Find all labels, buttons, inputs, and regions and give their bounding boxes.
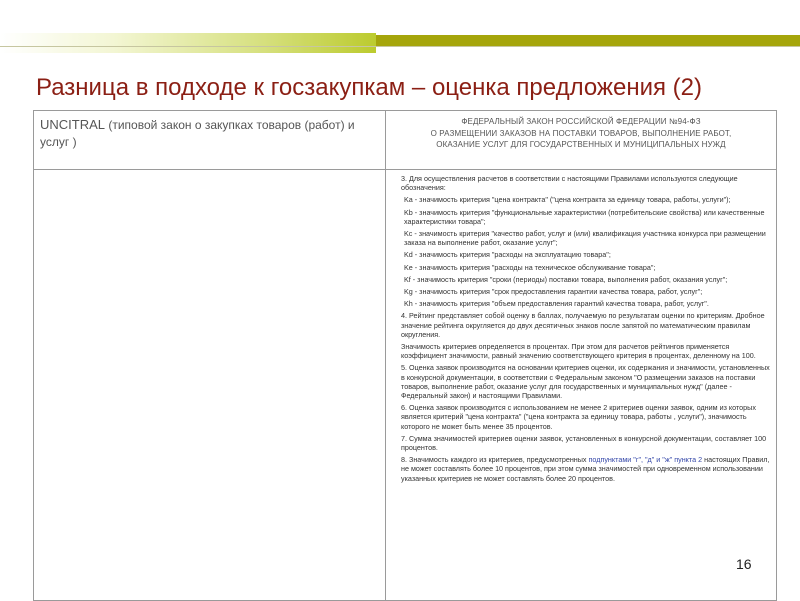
gradient-band: [0, 33, 376, 53]
table-body-row: [34, 170, 777, 601]
paragraph-5: 5. Оценка заявок производится на основании критериев оценки, их содержания и значимости, установленных в конкурсной документации, в соответствии с Федеральным законом "О размещении заказов на поставки товаров, выполнение работ, оказание услуг для государственных и муниципальных нужд" (далее - Федеральный закон) и настоящими Правилами.: [401, 363, 770, 401]
header-law-line-2: О РАЗМЕЩЕНИИ ЗАКАЗОВ НА ПОСТАВКИ ТОВАРОВ, ВЫПОЛНЕНИЕ РАБОТ,: [430, 128, 732, 138]
criterion-kb: Kb - значимость критерия "функциональные характеристики (потребительские свойства) или качественные характеристики товара";: [404, 207, 765, 226]
criterion-ka: Ka - значимость критерия "цена контракта" ("цена контракта за единицу товара, работы, услуги");: [404, 195, 731, 205]
comparison-table: [33, 110, 777, 601]
paragraph-7: 7. Сумма значимостей критериев оценки заявок, установленных в конкурсной документации, составляет 100 процентов.: [401, 433, 767, 453]
paragraph-significance: Значимость критериев определяется в процентах. При этом для расчетов рейтингов применяется коэффициент значимости, равный значению соответствующего критерия в процентах, деленному на 100.: [401, 342, 756, 361]
criterion-ke: Ke - значимость критерия "расходы на техническое обслуживание товара";: [404, 262, 656, 272]
header-uncitral-desc: (типовой закон о закупках товаров (работ) и услуг ): [40, 118, 355, 149]
paragraph-8: [401, 455, 770, 483]
header-federal-law: [386, 111, 777, 170]
criterion-kc: Kc - значимость критерия "качество работ, услуг и (или) квалификация участника конкурса при размещении заказа на выполнение работ, оказание услуг";: [404, 229, 766, 248]
uncitral-content-cell: [34, 170, 386, 601]
criterion-kh: Kh - значимость критерия "объем предоставления гарантий качества товара, работ, услуг".: [404, 299, 709, 309]
criterion-kd: Kd - значимость критерия "расходы на эксплуатацию товара";: [404, 250, 611, 260]
paragraph-3: 3. Для осуществления расчетов в соответствии с настоящими Правилами используются следующие обозначения:: [401, 174, 738, 193]
page-number: 16: [736, 556, 752, 572]
table-header-row: [34, 111, 777, 170]
header-uncitral: [34, 111, 386, 170]
paragraph-8-end: настоящих Правил, не может составлять более 10 процентов, при этом сумма значимостей при одновременном использовании указанных критериев не может составлять более 20 процентов.: [401, 455, 770, 483]
criterion-kg: Kg - значимость критерия "срок предоставления гарантии качества товара, работ, услуг";: [404, 287, 703, 297]
paragraph-6: 6. Оценка заявок производится с использованием не менее 2 критериев оценки заявок, одним из которых является критерий "цена контракта" ("цена контракта за единицу товара, работы , услуги"), значимость которого не может быть менее 35 процентов.: [401, 403, 756, 431]
subparagraph-link[interactable]: подпунктами "г", "д" и "ж" пункта 2: [588, 455, 703, 465]
slide-title: Разница в подходе к госзакупкам – оценка предложения (2): [36, 74, 702, 101]
paragraph-4: 4. Рейтинг представляет собой оценку в баллах, получаемую по результатам оценки по критериям. Дробное значение рейтинга округляется до двух десятичных знаков после запятой по математическим правилам округления.: [401, 311, 765, 339]
header-uncitral-name: UNCITRAL: [40, 117, 106, 132]
federal-law-content-cell: [386, 170, 777, 601]
top-decorative-bar: [0, 33, 800, 53]
paragraph-8-start: 8. Значимость каждого из критериев, предусмотренных: [401, 455, 589, 465]
olive-band: [376, 35, 800, 46]
header-law-line-3: ОКАЗАНИЕ УСЛУГ ДЛЯ ГОСУДАРСТВЕННЫХ И МУНИЦИПАЛЬНЫХ НУЖД: [436, 140, 726, 149]
criterion-kf: Kf - значимость критерия "сроки (периоды) поставки товара, выполнения работ, оказания услуг";: [404, 274, 728, 284]
divider-line: [0, 46, 800, 47]
header-law-line-1: ФЕДЕРАЛЬНЫЙ ЗАКОН РОССИЙСКОЙ ФЕДЕРАЦИИ №94-ФЗ: [461, 117, 701, 126]
